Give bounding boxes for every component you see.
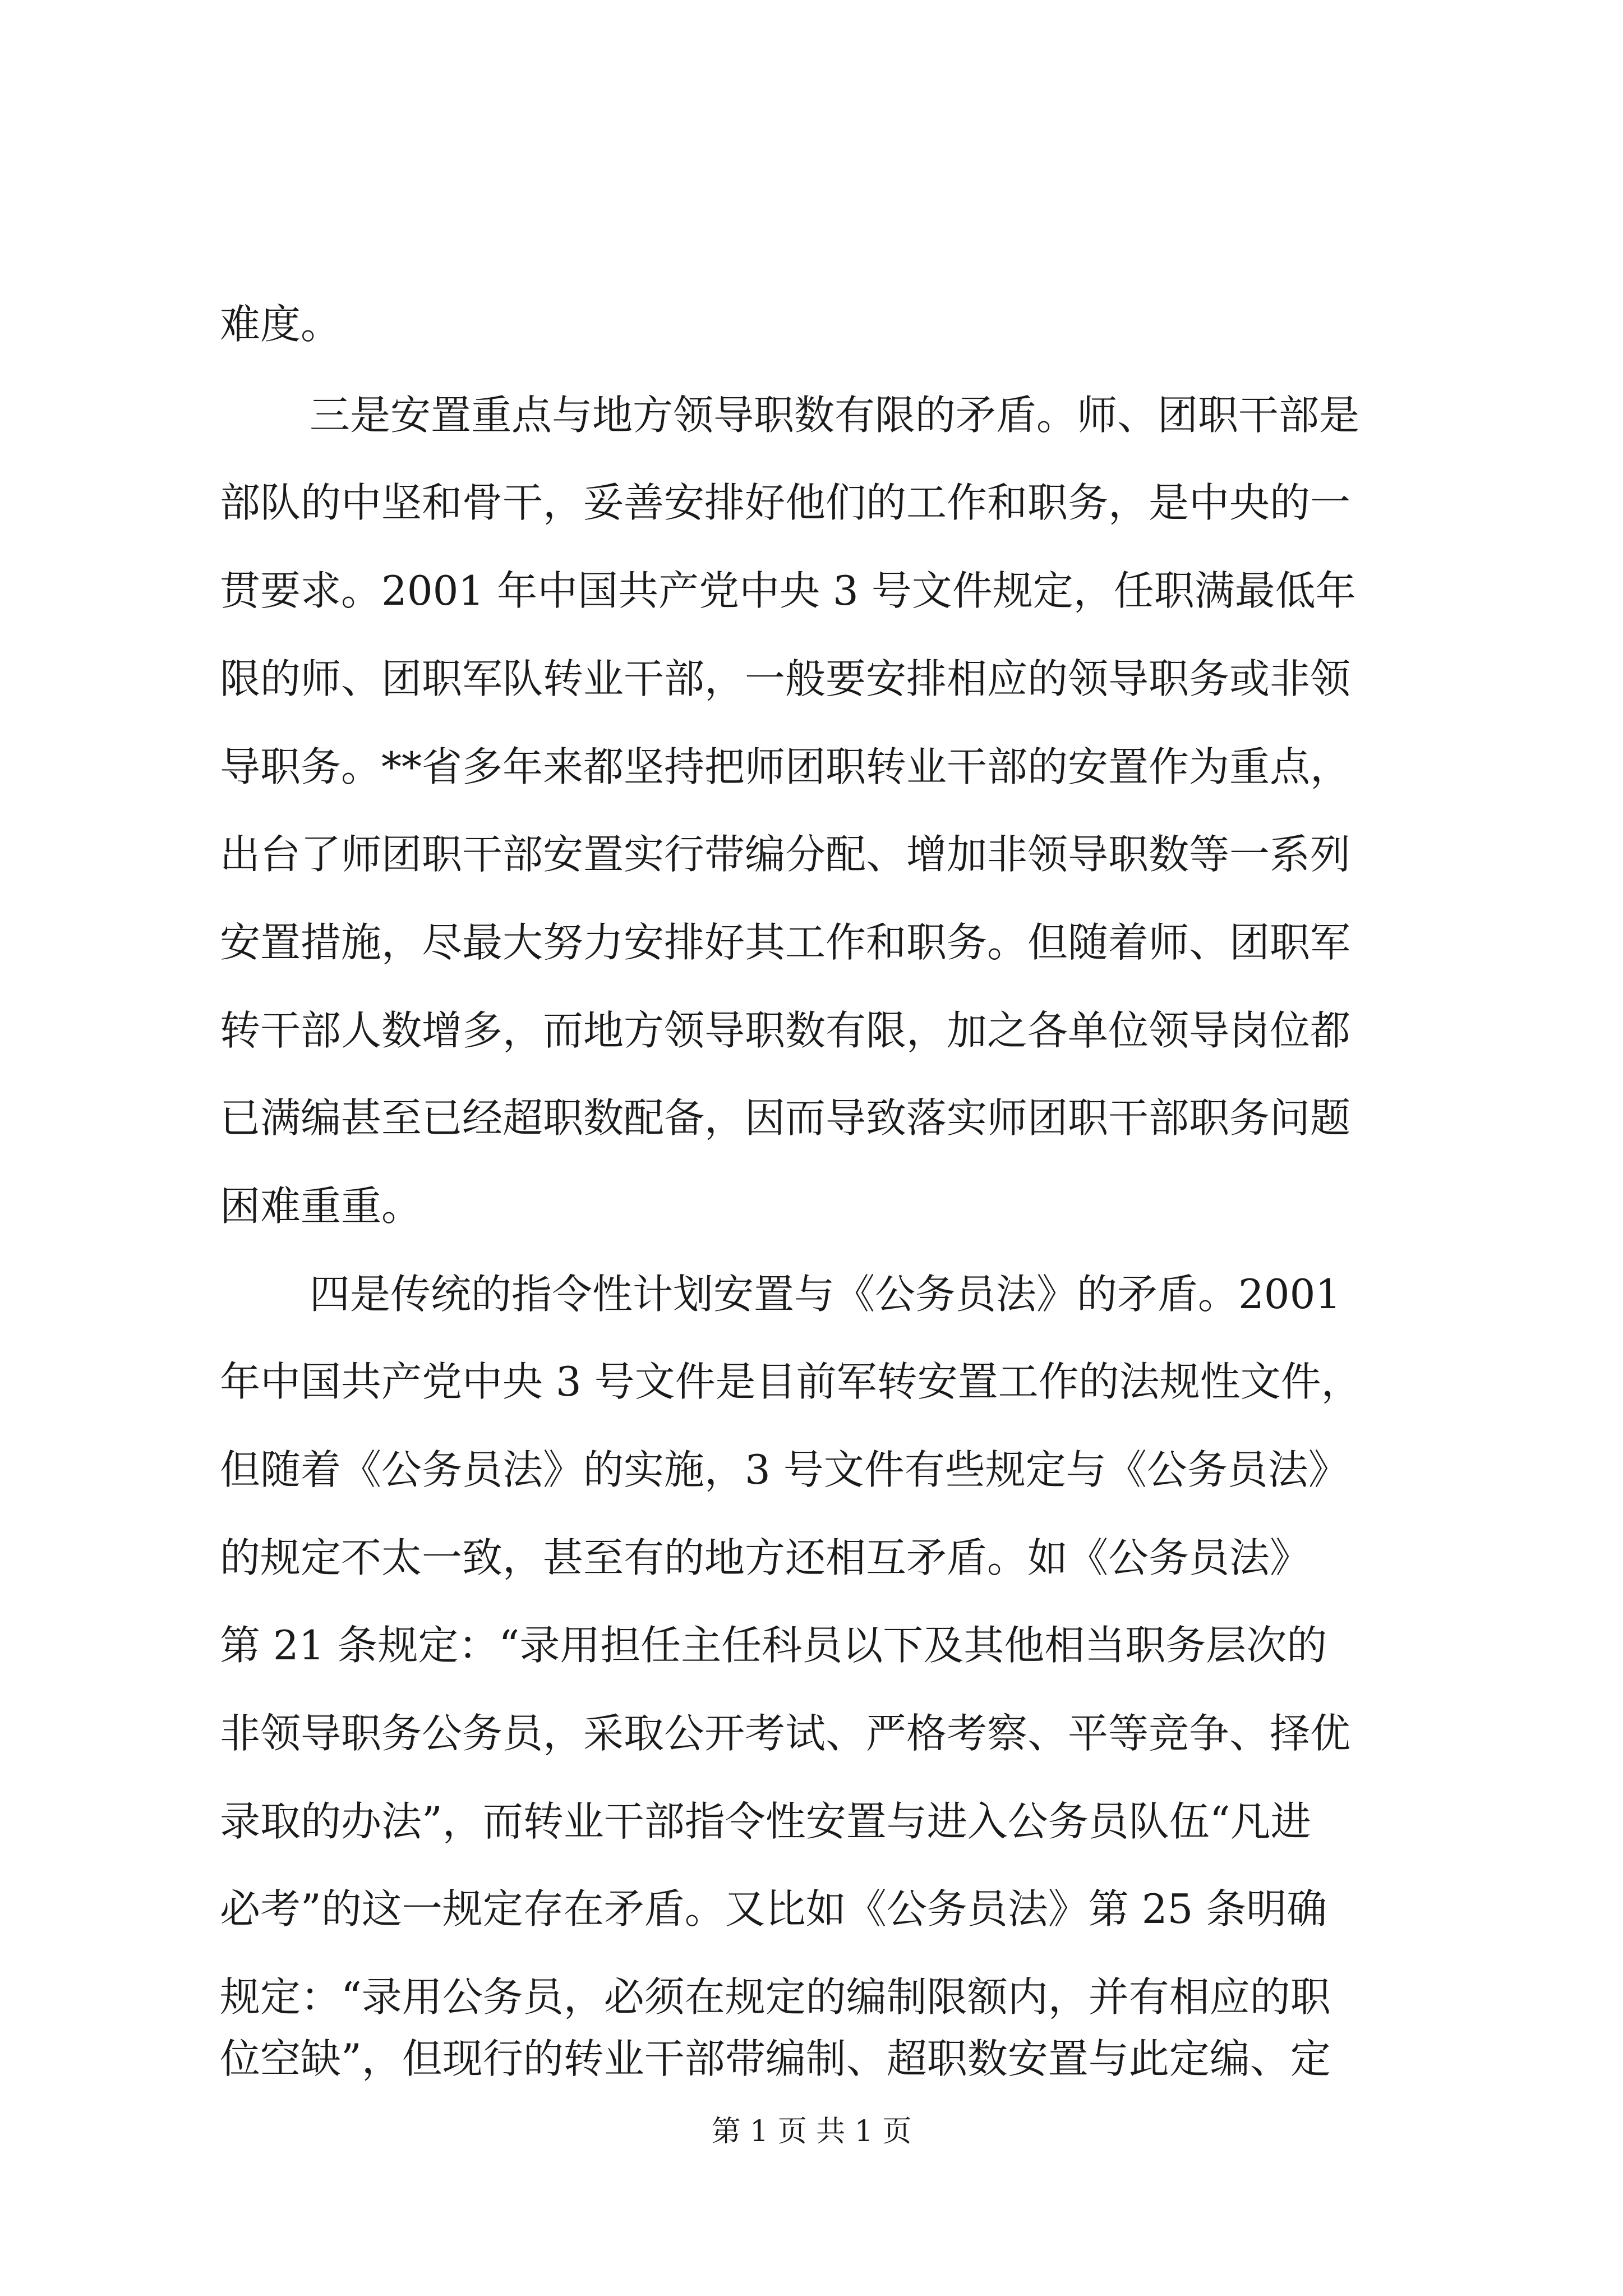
text-line-16: 第 21 条规定：“录用担任主任科员以下及其他相当职务层次的 bbox=[220, 1622, 1327, 1669]
text-line-13: 年中国共产党中央 3 号文件是目前军转安置工作的法规性文件， bbox=[220, 1358, 1362, 1405]
text-line-17: 非领导职务公务员，采取公开考试、严格考察、平等竞争、择优 bbox=[220, 1710, 1351, 1757]
page-footer: 第 1 页 共 1 页 bbox=[711, 2115, 912, 2148]
text-line-1: 难度。 bbox=[220, 301, 342, 348]
text-line-8: 安置措施，尽最大努力安排好其工作和职务。但随着师、团职军 bbox=[220, 919, 1351, 966]
paragraph-3-first-line: 三是安置重点与地方领导职数有限的矛盾。师、团职干部是 bbox=[310, 392, 1360, 439]
text-line-14: 但随着《公务员法》的实施，3 号文件有些规定与《公务员法》 bbox=[220, 1446, 1349, 1493]
text-line-7: 出台了师团职干部安置实行带编分配、增加非领导职数等一系列 bbox=[220, 831, 1351, 878]
text-line-10: 已满编甚至已经超职数配备，因而导致落实师团职干部职务问题 bbox=[220, 1094, 1351, 1142]
text-line-9: 转干部人数增多，而地方领导职数有限，加之各单位领导岗位都 bbox=[220, 1007, 1351, 1054]
text-line-19: 必考”的这一规定存在矛盾。又比如《公务员法》第 25 条明确 bbox=[220, 1885, 1327, 1932]
paragraph-4-first-line: 四是传统的指令性计划安置与《公务员法》的矛盾。2001 bbox=[310, 1271, 1341, 1318]
text-line-11: 困难重重。 bbox=[220, 1182, 422, 1230]
text-line-20: 规定：“录用公务员，必须在规定的编制限额内，并有相应的职 bbox=[220, 1973, 1331, 2021]
text-line-3: 部队的中坚和骨干，妥善安排好他们的工作和职务，是中央的一 bbox=[220, 479, 1351, 526]
text-line-18: 录取的办法”，而转业干部指令性安置与进入公务员队伍“凡进 bbox=[220, 1798, 1311, 1845]
text-line-5: 限的师、团职军队转业干部，一般要安排相应的领导职务或非领 bbox=[220, 655, 1351, 702]
text-line-4: 贯要求。2001 年中国共产党中央 3 号文件规定，任职满最低年 bbox=[220, 567, 1356, 614]
text-line-21: 位空缺”，但现行的转业干部带编制、超职数安置与此定编、定 bbox=[220, 2035, 1331, 2082]
text-line-15: 的规定不太一致，甚至有的地方还相互矛盾。如《公务员法》 bbox=[220, 1534, 1311, 1581]
text-line-6: 导职务。**省多年来都坚持把师团职转业干部的安置作为重点， bbox=[220, 743, 1351, 790]
